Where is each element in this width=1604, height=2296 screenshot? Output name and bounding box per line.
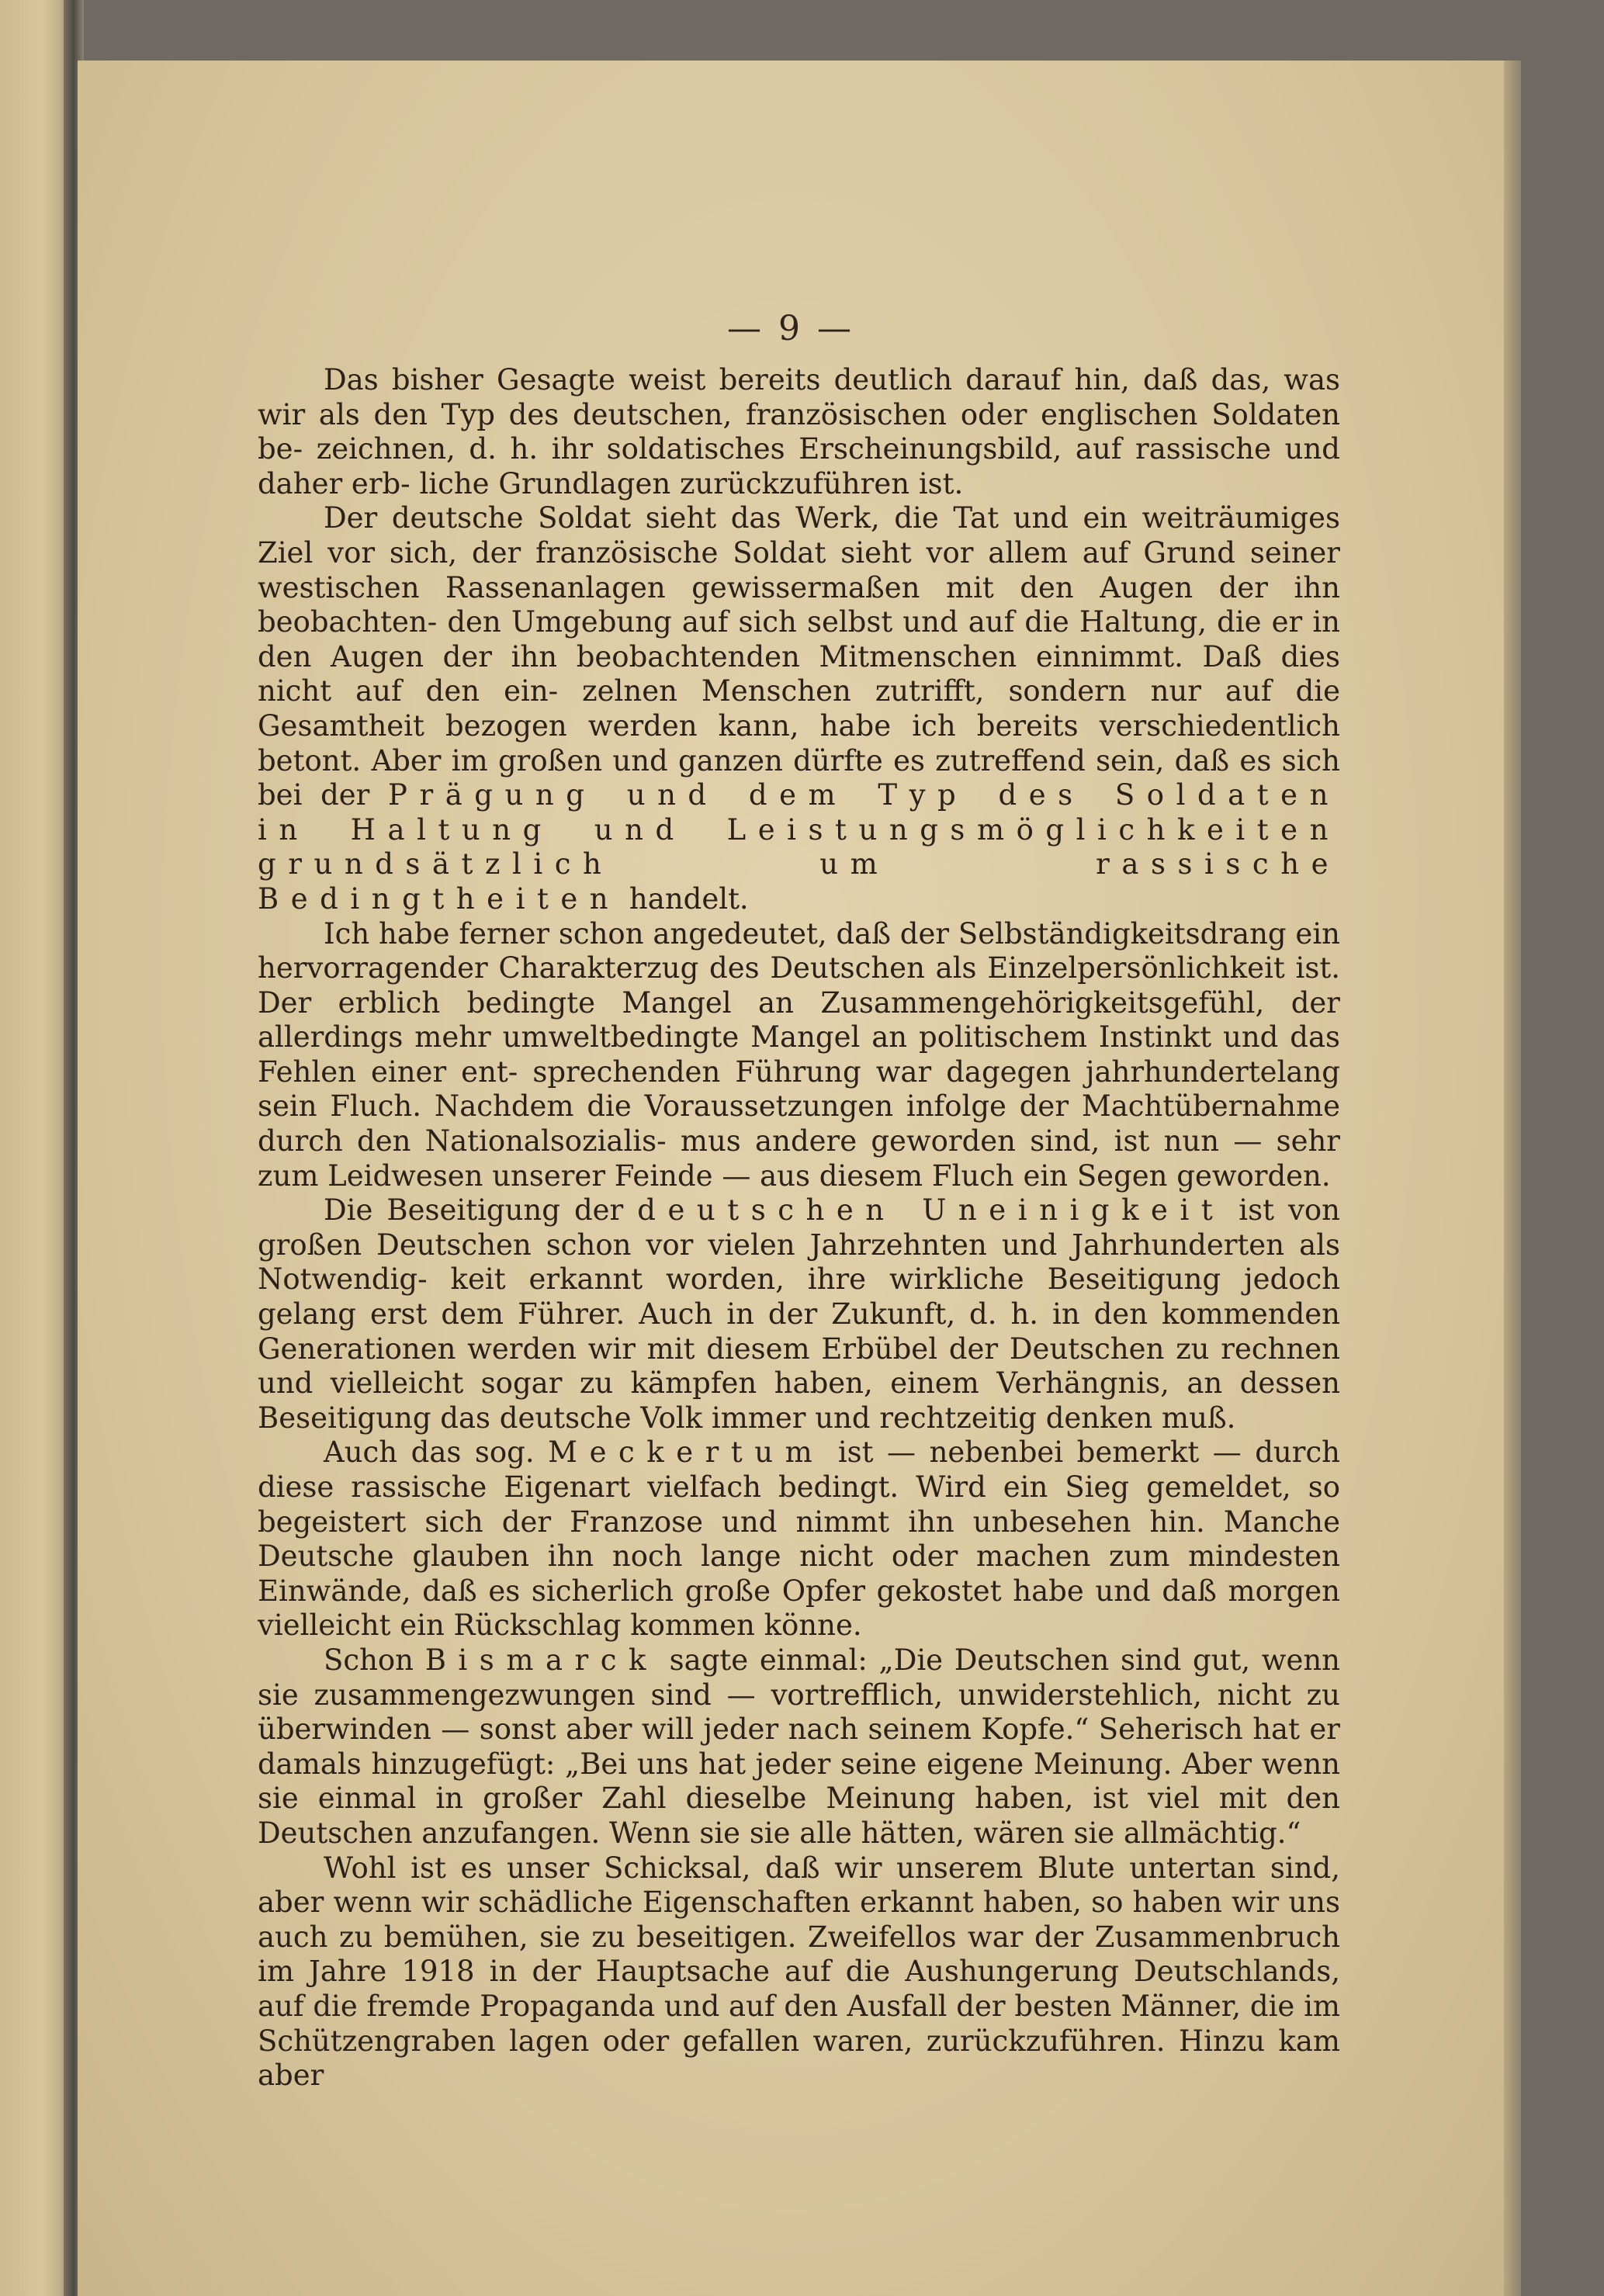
paragraph-text: sagte einmal: „Die Deutschen sind gut, wenn sie zusammengezwungen sind — vortrefflich, unwiderstehlich, nicht zu überwinden — sonst aber will jeder nach seinem Kopfe.“ Seherisch hat er damals hinzugefügt: „Bei uns hat jeder seine eigene Meinung. Aber wenn sie einmal in großer Zahl dieselbe Meinung haben, ist viel mit den Deutschen anzufangen. Wenn sie sie alle hätten, wären sie allmächtig.“ — [258, 1643, 1341, 1850]
paragraph — [258, 1435, 1340, 1643]
paragraph — [258, 1851, 1340, 2093]
paragraph-text: Der deutsche Soldat sieht das Werk, die Tat und ein weiträumiges Ziel vor sich, der französische Soldat sieht vor allem auf Grund seiner westischen Rassenanlagen gewissermaßen mit den Augen der ihn beobachten- den Umgebung auf sich selbst und auf die Haltung, die er in den Augen der ihn beobachtenden Mitmenschen einnimmt. Daß dies nicht auf den ein- zelnen Menschen zutrifft, sondern nur auf die Gesamtheit bezogen werden kann, habe ich bereits verschiedentlich betont. Aber im großen und ganzen dürfte es zutreffend sein, daß es sich bei der — [258, 501, 1340, 812]
paragraph-text: Auch das sog. — [324, 1435, 549, 1470]
paragraph-text: Ich habe ferner schon angedeutet, daß der Selbständigkeitsdrang ein hervorragender Charakterzug des Deutschen als Einzelpersönlichkeit ist. Der erblich bedingte Mangel an Zusammengehörigkeitsgefühl, der allerdings mehr umweltbedingte Mangel an politischem Instinkt und das Fehlen einer ent- sprechenden Führung war dagegen jahrhundertelang sein Fluch. Nachdem die Voraussetzungen infolge der Machtübernahme durch den Nationalsozialis- mus andere geworden sind, ist nun — sehr zum Leidwesen unserer Feinde — aus diesem Fluch ein Segen geworden. — [258, 916, 1340, 1193]
paragraph-text: Schon — [324, 1643, 425, 1677]
book-page — [78, 61, 1504, 2296]
emphasized-text: deutschen Uneinigkeit — [637, 1193, 1225, 1228]
paragraph-text: Die Beseitigung der — [324, 1193, 638, 1228]
page-edge-shadow — [1504, 61, 1521, 2296]
paragraph-text: Das bisher Gesagte weist bereits deutlich darauf hin, daß das, was wir als den Typ des deutschen, französischen oder englischen Soldaten be- zeichnen, d. h. ihr soldatisches Erscheinungsbild, auf rassische und daher erb- liche Grundlagen zurückzuführen ist. — [258, 363, 1340, 500]
emphasized-text: Meckertum — [548, 1435, 825, 1470]
emphasized-text: Prägung und dem Typ des Soldaten in Haltung und Leistungsmöglichkeiten grundsätzlich um rassische Bedingtheiten — [258, 778, 1340, 916]
paragraph-text: handelt. — [620, 881, 749, 916]
body-text — [258, 363, 1340, 2093]
paragraph — [258, 501, 1340, 916]
paragraph-text: ist — nebenbei bemerkt — durch diese rassische Eigenart vielfach bedingt. Wird ein Sieg gemeldet, so begeistert sich der Franzose und nimmt ihn unbesehen hin. Manche Deutsche glauben ihn noch lange nicht oder machen zum mindesten Einwände, daß es sicherlich große Opfer gekostet habe und daß morgen vielleicht ein Rückschlag kommen könne. — [258, 1435, 1341, 1643]
paragraph — [258, 1643, 1340, 1851]
paragraph — [258, 1193, 1340, 1435]
paragraph — [258, 363, 1340, 501]
emphasized-text: Bismarck — [424, 1643, 658, 1677]
paragraph — [258, 917, 1340, 1194]
page-number: — 9 — — [727, 309, 854, 348]
facing-page-edge — [0, 0, 71, 2296]
paragraph-text: ist von großen Deutschen schon vor vielen Jahrzehnten und Jahrhunderten als Notwendig- keit erkannt worden, ihre wirkliche Beseitigung jedoch gelang erst dem Führer. Auch in der Zukunft, d. h. in den kommenden Generationen werden wir mit diesem Erbübel der Deutschen zu rechnen und vielleicht sogar zu kämpfen haben, einem Verhängnis, an dessen Beseitigung das deutsche Volk immer und rechtzeitig denken muß. — [258, 1193, 1340, 1435]
paragraph-text: Wohl ist es unser Schicksal, daß wir unserem Blute untertan sind, aber wenn wir schädliche Eigenschaften erkannt haben, so haben wir uns auch zu bemühen, sie zu beseitigen. Zweifellos war der Zusammenbruch im Jahre 1918 in der Hauptsache auf die Aushungerung Deutschlands, auf die fremde Propaganda und auf den Ausfall der besten Männer, die im Schützengraben lagen oder gefallen waren, zurückzuführen. Hinzu kam aber — [258, 1851, 1340, 2093]
